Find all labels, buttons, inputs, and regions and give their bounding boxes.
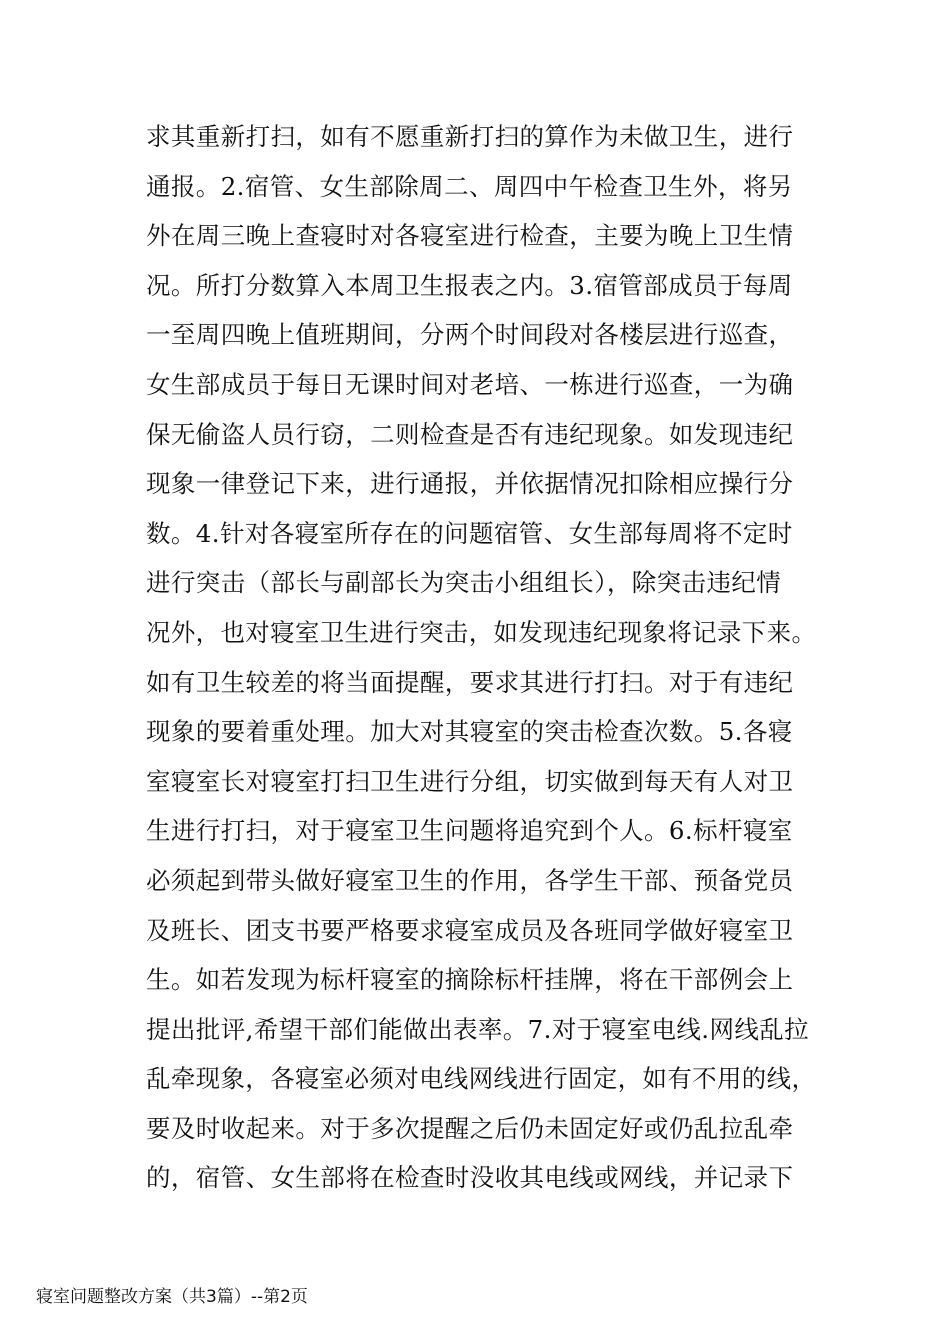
- text-line: 况外，也对寝室卫生进行突击，如发现违纪现象将记录下来。: [146, 617, 817, 647]
- text-line: 现象的要着重处理。加大对其寝室的突击检查次数。5.各寝: [146, 717, 793, 747]
- text-line: 室寝室长对寝室打扫卫生进行分组，切实做到每天有人对卫: [146, 766, 794, 796]
- text-line: 如有卫生较差的将当面提醒，要求其进行打扫。对于有违纪: [146, 667, 794, 697]
- text-line: 进行突击（部长与副部长为突击小组组长），除突击违纪情: [146, 568, 782, 598]
- text-line: 保无偷盗人员行窃，二则检查是否有违纪现象。如发现违纪: [146, 419, 794, 449]
- text-line: 通报。2.宿管、女生部除周二、周四中午检查卫生外，将另: [146, 171, 793, 201]
- text-line: 乱牵现象，各寝室必须对电线网线进行固定，如有不用的线，: [146, 1064, 817, 1094]
- text-line: 及班长、团支书要严格要求寝室成员及各班同学做好寝室卫: [146, 915, 794, 945]
- text-line: 提出批评,希望干部们能做出表率。7.对于寝室电线.网线乱拉: [146, 1014, 810, 1044]
- text-line: 要及时收起来。对于多次提醒之后仍未固定好或仍乱拉乱牵: [146, 1113, 794, 1143]
- body-text: [146, 112, 816, 1203]
- text-line: 生。如若发现为标杆寝室的摘除标杆挂牌，将在干部例会上: [146, 965, 794, 995]
- text-line: 数。4.针对各寝室所存在的问题宿管、女生部每周将不定时: [146, 518, 793, 548]
- text-line: 必须起到带头做好寝室卫生的作用，各学生干部、预备党员: [146, 865, 794, 895]
- text-line: 外在周三晚上查寝时对各寝室进行检查，主要为晚上卫生情: [146, 221, 794, 251]
- text-line: 生进行打扫，对于寝室卫生问题将追究到个人。6.标杆寝室: [146, 816, 793, 846]
- text-line: 一至周四晚上值班期间，分两个时间段对各楼层进行巡查，: [146, 320, 794, 350]
- text-line: 女生部成员于每日无课时间对老培、一栋进行巡查，一为确: [146, 369, 794, 399]
- text-line: 求其重新打扫，如有不愿重新打扫的算作为未做卫生，进行: [146, 122, 794, 151]
- text-line: 现象一律登记下来，进行通报，并依据情况扣除相应操行分: [146, 469, 794, 499]
- text-line: 的，宿管、女生部将在检查时没收其电线或网线，并记录下: [146, 1163, 794, 1193]
- page-footer: 寝室问题整改方案（共3篇）--第2页: [36, 1287, 308, 1307]
- text-line: 况。所打分数算入本周卫生报表之内。3.宿管部成员于每周: [146, 270, 793, 300]
